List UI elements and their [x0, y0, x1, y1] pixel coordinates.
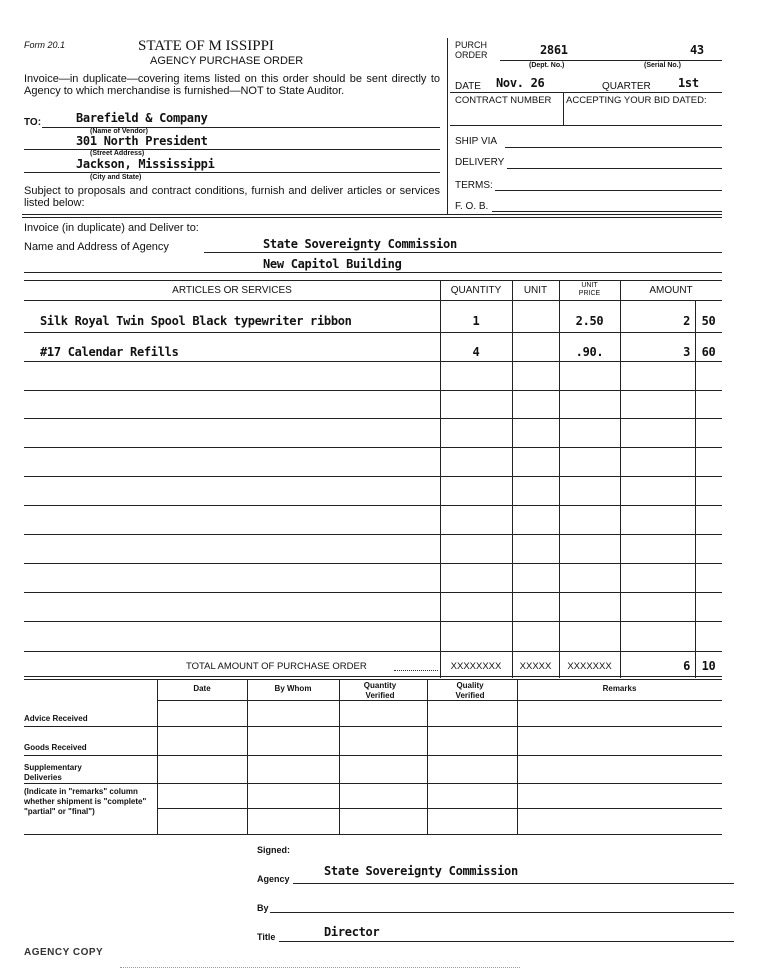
date-label: DATE: [455, 81, 481, 92]
terms-label: TERMS:: [455, 180, 493, 191]
delivery-label: DELIVERY: [455, 157, 505, 168]
form-subtitle: AGENCY PURCHASE ORDER: [150, 55, 304, 67]
vendor-street-caption: (Street Address): [90, 150, 145, 157]
purch-order-label: PURCH ORDER: [455, 40, 488, 60]
receipt-header-quantity-verified: Quantity Verified: [363, 681, 397, 700]
vendor-name-caption: (Name of Vendor): [90, 128, 148, 135]
title-label: Title: [257, 932, 276, 942]
header-unit-price: UNIT PRICE: [578, 282, 601, 297]
item-amount-cents: 50: [701, 314, 716, 328]
receipt-header-quality-verified: Quality Verified: [455, 681, 485, 700]
header-unit: UNIT: [523, 285, 548, 296]
total-unit-price-filler: XXXXXXX: [567, 661, 612, 672]
serial-number: 43: [690, 43, 704, 57]
receipt-header-by-whom: By Whom: [274, 684, 312, 693]
header-quantity: QUANTITY: [450, 285, 502, 296]
signed-label: Signed:: [257, 845, 290, 855]
table-row: [0, 345, 763, 365]
total-dollars: 6: [683, 659, 690, 673]
agency-sign-value: State Sovereignty Commission: [324, 864, 518, 878]
subject-text: Subject to proposals and contract conditions, furnish and deliver articles or services listed below:: [24, 185, 440, 209]
to-label: TO:: [24, 117, 42, 128]
ship-via-label: SHIP VIA: [455, 136, 498, 147]
total-unit-filler: XXXXX: [519, 661, 552, 672]
title-value: Director: [324, 925, 380, 939]
form-title: STATE OF M ISSIPPI: [138, 38, 274, 54]
supplementary-deliveries-label: Supplementary Deliveries: [24, 763, 82, 782]
item-amount-dollars: 2: [683, 314, 690, 328]
form-number: Form 20.1: [24, 40, 66, 50]
agency-name: State Sovereignty Commission: [263, 237, 457, 251]
receipt-header-remarks: Remarks: [602, 684, 637, 693]
item-quantity: 1: [472, 314, 480, 328]
agency-sign-label: Agency: [257, 874, 290, 884]
goods-received-label: Goods Received: [24, 743, 87, 752]
agency-address: New Capitol Building: [263, 257, 402, 271]
table-row: [0, 314, 763, 334]
dept-no-caption: (Dept. No.): [529, 62, 565, 69]
invoice-instructions: Invoice—in duplicate—covering items listed on this order should be sent directly to Agency to which merchandise is furnished—NOT to State Auditor.: [24, 73, 440, 97]
receipt-header-date: Date: [193, 684, 211, 693]
total-label: TOTAL AMOUNT OF PURCHASE ORDER: [186, 661, 367, 672]
contract-number-label: CONTRACT NUMBER: [455, 95, 552, 106]
accepting-bid-label: ACCEPTING YOUR BID DATED:: [566, 95, 707, 106]
item-amount-dollars: 3: [683, 345, 690, 359]
item-article: Silk Royal Twin Spool Black typewriter ribbon: [40, 314, 352, 328]
item-unit-price: .90.: [575, 345, 604, 359]
invoice-deliver-line: Invoice (in duplicate) and Deliver to:: [24, 222, 199, 234]
item-quantity: 4: [472, 345, 480, 359]
date-value: Nov. 26: [496, 76, 545, 90]
fob-label: F. O. B.: [455, 201, 489, 212]
vendor-street: 301 North President: [76, 134, 208, 148]
vendor-name: Barefield & Company: [76, 111, 208, 125]
vendor-city: Jackson, Mississippi: [76, 157, 215, 171]
item-article: #17 Calendar Refills: [40, 345, 179, 359]
advice-received-label: Advice Received: [24, 714, 88, 723]
vendor-city-caption: (City and State): [90, 174, 142, 181]
dept-number: 2861: [540, 43, 568, 57]
receipt-note: (Indicate in "remarks" column whether shipment is "complete" "partial" or "final"): [24, 787, 147, 816]
header-articles: ARTICLES OR SERVICES: [172, 285, 292, 296]
by-label: By: [257, 903, 269, 913]
quarter-value: 1st: [678, 76, 699, 90]
serial-no-caption: (Serial No.): [644, 62, 681, 69]
total-cents: 10: [701, 659, 716, 673]
item-amount-cents: 60: [701, 345, 716, 359]
quarter-label: QUARTER: [602, 81, 651, 92]
name-address-label: Name and Address of Agency: [24, 241, 169, 253]
total-quantity-filler: XXXXXXXX: [450, 661, 502, 672]
item-unit-price: 2.50: [575, 314, 604, 328]
agency-copy-label: AGENCY COPY: [24, 947, 104, 958]
header-amount: AMOUNT: [649, 285, 693, 296]
